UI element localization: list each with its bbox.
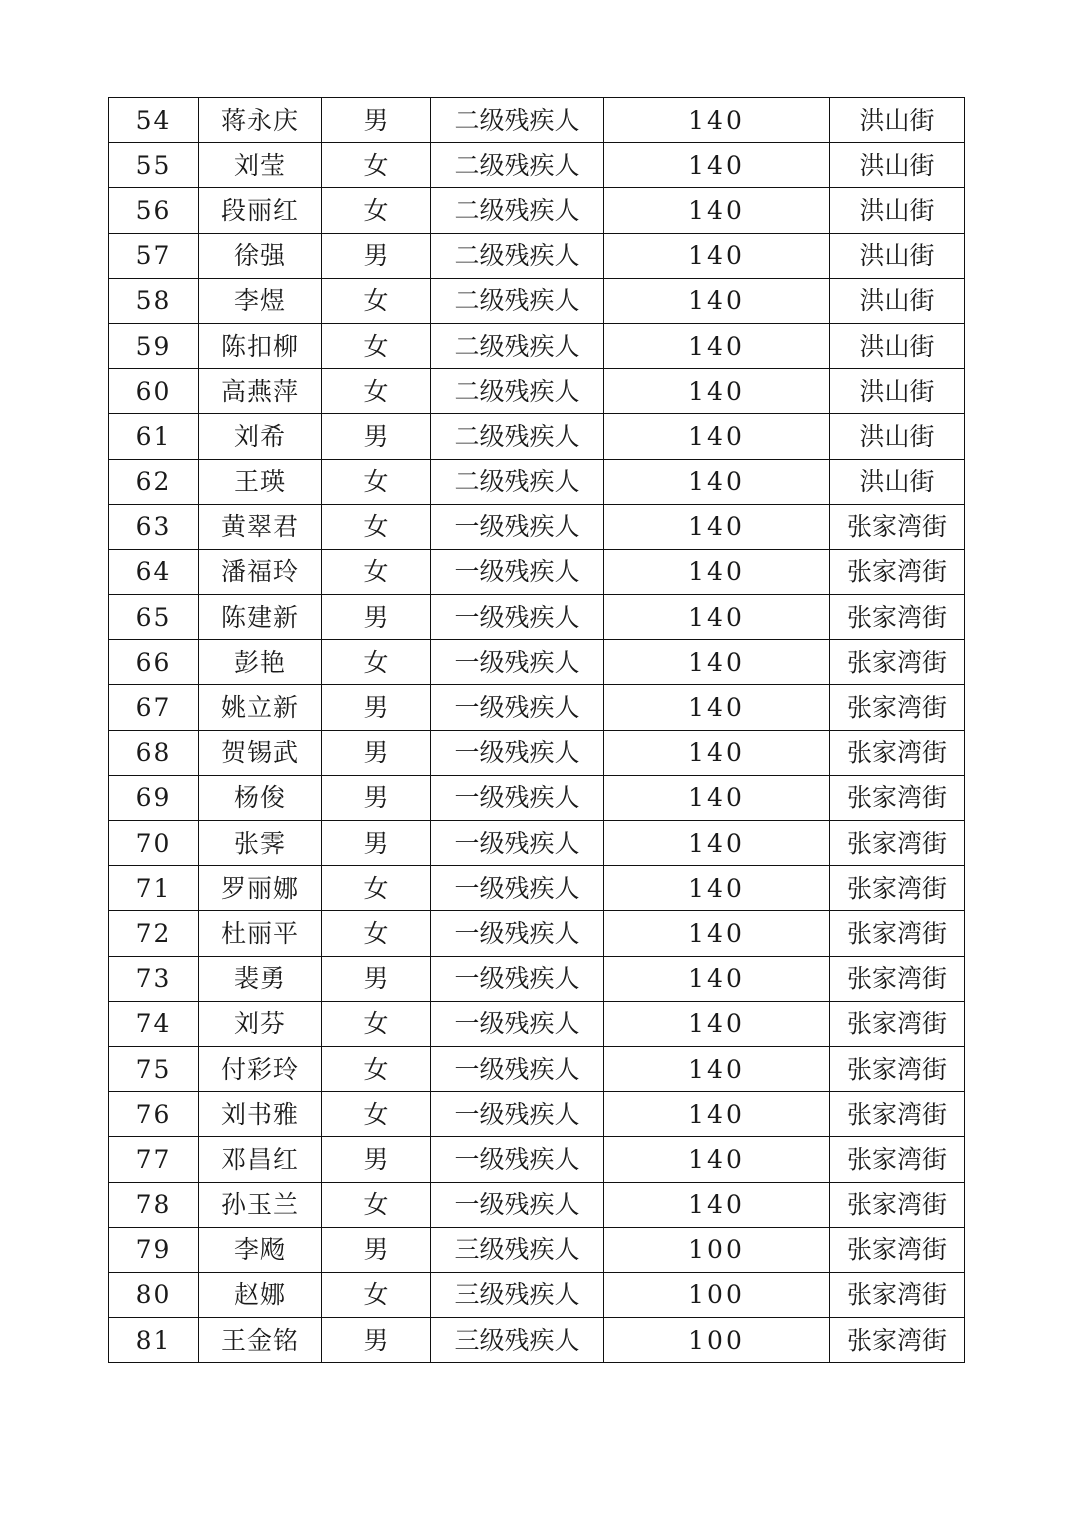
cell-amount: 140 xyxy=(604,369,830,414)
table-row xyxy=(109,369,965,414)
cell-name: 陈扣柳 xyxy=(199,323,322,368)
cell-street: 洪山街 xyxy=(830,278,965,323)
cell-amount: 140 xyxy=(604,414,830,459)
cell-name: 邓昌红 xyxy=(199,1137,322,1182)
cell-number: 78 xyxy=(109,1182,199,1227)
cell-gender: 女 xyxy=(322,640,431,685)
cell-street: 张家湾街 xyxy=(830,1182,965,1227)
table-row xyxy=(109,549,965,594)
cell-number: 62 xyxy=(109,459,199,504)
table-row xyxy=(109,1318,965,1363)
cell-street: 张家湾街 xyxy=(830,956,965,1001)
cell-disability-level: 三级残疾人 xyxy=(431,1227,604,1272)
table-row xyxy=(109,459,965,504)
cell-number: 56 xyxy=(109,188,199,233)
cell-number: 59 xyxy=(109,323,199,368)
cell-disability-level: 一级残疾人 xyxy=(431,1001,604,1046)
cell-disability-level: 一级残疾人 xyxy=(431,821,604,866)
cell-disability-level: 一级残疾人 xyxy=(431,595,604,640)
cell-number: 64 xyxy=(109,549,199,594)
cell-street: 张家湾街 xyxy=(830,595,965,640)
cell-gender: 女 xyxy=(322,504,431,549)
cell-street: 张家湾街 xyxy=(830,775,965,820)
cell-disability-level: 二级残疾人 xyxy=(431,143,604,188)
cell-disability-level: 二级残疾人 xyxy=(431,369,604,414)
cell-gender: 男 xyxy=(322,595,431,640)
cell-disability-level: 一级残疾人 xyxy=(431,640,604,685)
cell-name: 裴勇 xyxy=(199,956,322,1001)
cell-disability-level: 一级残疾人 xyxy=(431,1046,604,1091)
cell-amount: 140 xyxy=(604,595,830,640)
cell-gender: 女 xyxy=(322,549,431,594)
cell-amount: 140 xyxy=(604,143,830,188)
cell-number: 69 xyxy=(109,775,199,820)
cell-number: 61 xyxy=(109,414,199,459)
cell-disability-level: 二级残疾人 xyxy=(431,278,604,323)
cell-gender: 女 xyxy=(322,369,431,414)
table-row xyxy=(109,414,965,459)
table-row xyxy=(109,956,965,1001)
cell-name: 徐强 xyxy=(199,233,322,278)
cell-amount: 140 xyxy=(604,1137,830,1182)
cell-gender: 女 xyxy=(322,143,431,188)
cell-amount: 140 xyxy=(604,1046,830,1091)
cell-gender: 女 xyxy=(322,459,431,504)
cell-street: 洪山街 xyxy=(830,459,965,504)
cell-amount: 140 xyxy=(604,323,830,368)
cell-amount: 140 xyxy=(604,549,830,594)
cell-gender: 男 xyxy=(322,1318,431,1363)
cell-gender: 女 xyxy=(322,323,431,368)
cell-number: 68 xyxy=(109,730,199,775)
table-row xyxy=(109,775,965,820)
cell-amount: 140 xyxy=(604,1182,830,1227)
cell-gender: 女 xyxy=(322,1001,431,1046)
cell-name: 刘书雅 xyxy=(199,1092,322,1137)
roster-table xyxy=(108,97,965,1363)
table-row xyxy=(109,1092,965,1137)
cell-amount: 100 xyxy=(604,1227,830,1272)
cell-disability-level: 一级残疾人 xyxy=(431,1182,604,1227)
cell-amount: 140 xyxy=(604,866,830,911)
cell-disability-level: 三级残疾人 xyxy=(431,1272,604,1317)
cell-amount: 140 xyxy=(604,640,830,685)
cell-disability-level: 一级残疾人 xyxy=(431,549,604,594)
cell-amount: 140 xyxy=(604,730,830,775)
cell-street: 张家湾街 xyxy=(830,1092,965,1137)
cell-street: 张家湾街 xyxy=(830,911,965,956)
cell-gender: 女 xyxy=(322,1182,431,1227)
table-row xyxy=(109,1272,965,1317)
cell-street: 洪山街 xyxy=(830,143,965,188)
cell-number: 57 xyxy=(109,233,199,278)
roster-body xyxy=(109,98,965,1363)
cell-gender: 男 xyxy=(322,98,431,143)
cell-number: 60 xyxy=(109,369,199,414)
table-row xyxy=(109,595,965,640)
cell-street: 张家湾街 xyxy=(830,866,965,911)
cell-street: 张家湾街 xyxy=(830,821,965,866)
cell-disability-level: 一级残疾人 xyxy=(431,685,604,730)
cell-number: 54 xyxy=(109,98,199,143)
cell-amount: 140 xyxy=(604,1001,830,1046)
table-row xyxy=(109,821,965,866)
cell-amount: 140 xyxy=(604,956,830,1001)
cell-number: 80 xyxy=(109,1272,199,1317)
cell-name: 张霁 xyxy=(199,821,322,866)
cell-amount: 140 xyxy=(604,1092,830,1137)
cell-gender: 男 xyxy=(322,685,431,730)
cell-gender: 女 xyxy=(322,1092,431,1137)
cell-name: 黄翠君 xyxy=(199,504,322,549)
cell-number: 77 xyxy=(109,1137,199,1182)
cell-street: 张家湾街 xyxy=(830,1137,965,1182)
cell-number: 71 xyxy=(109,866,199,911)
cell-amount: 140 xyxy=(604,821,830,866)
cell-name: 王金铭 xyxy=(199,1318,322,1363)
table-row xyxy=(109,640,965,685)
cell-name: 孙玉兰 xyxy=(199,1182,322,1227)
table-row xyxy=(109,730,965,775)
cell-name: 杜丽平 xyxy=(199,911,322,956)
cell-name: 王瑛 xyxy=(199,459,322,504)
cell-name: 刘希 xyxy=(199,414,322,459)
cell-name: 段丽红 xyxy=(199,188,322,233)
cell-amount: 140 xyxy=(604,775,830,820)
cell-disability-level: 二级残疾人 xyxy=(431,188,604,233)
cell-disability-level: 一级残疾人 xyxy=(431,956,604,1001)
cell-name: 付彩玲 xyxy=(199,1046,322,1091)
cell-number: 76 xyxy=(109,1092,199,1137)
cell-gender: 女 xyxy=(322,911,431,956)
table-row xyxy=(109,866,965,911)
cell-amount: 140 xyxy=(604,504,830,549)
cell-gender: 女 xyxy=(322,188,431,233)
cell-name: 姚立新 xyxy=(199,685,322,730)
cell-gender: 男 xyxy=(322,730,431,775)
cell-name: 罗丽娜 xyxy=(199,866,322,911)
cell-number: 81 xyxy=(109,1318,199,1363)
cell-gender: 男 xyxy=(322,775,431,820)
table-row xyxy=(109,1227,965,1272)
table-row xyxy=(109,323,965,368)
cell-street: 张家湾街 xyxy=(830,504,965,549)
cell-disability-level: 二级残疾人 xyxy=(431,233,604,278)
cell-amount: 140 xyxy=(604,685,830,730)
cell-street: 洪山街 xyxy=(830,414,965,459)
cell-amount: 140 xyxy=(604,98,830,143)
cell-number: 63 xyxy=(109,504,199,549)
cell-disability-level: 一级残疾人 xyxy=(431,1092,604,1137)
cell-amount: 140 xyxy=(604,459,830,504)
cell-name: 杨俊 xyxy=(199,775,322,820)
cell-street: 张家湾街 xyxy=(830,1001,965,1046)
cell-street: 张家湾街 xyxy=(830,640,965,685)
cell-street: 洪山街 xyxy=(830,188,965,233)
table-row xyxy=(109,1001,965,1046)
cell-gender: 男 xyxy=(322,233,431,278)
cell-disability-level: 二级残疾人 xyxy=(431,459,604,504)
cell-number: 66 xyxy=(109,640,199,685)
cell-street: 张家湾街 xyxy=(830,730,965,775)
cell-gender: 男 xyxy=(322,414,431,459)
table-row xyxy=(109,188,965,233)
cell-gender: 女 xyxy=(322,1046,431,1091)
cell-amount: 140 xyxy=(604,188,830,233)
cell-disability-level: 一级残疾人 xyxy=(431,866,604,911)
cell-number: 79 xyxy=(109,1227,199,1272)
cell-name: 刘莹 xyxy=(199,143,322,188)
cell-street: 张家湾街 xyxy=(830,1046,965,1091)
cell-number: 55 xyxy=(109,143,199,188)
cell-amount: 100 xyxy=(604,1318,830,1363)
cell-gender: 男 xyxy=(322,956,431,1001)
table-row xyxy=(109,233,965,278)
cell-disability-level: 三级残疾人 xyxy=(431,1318,604,1363)
cell-name: 李煜 xyxy=(199,278,322,323)
cell-street: 洪山街 xyxy=(830,233,965,278)
cell-number: 74 xyxy=(109,1001,199,1046)
cell-name: 贺锡武 xyxy=(199,730,322,775)
cell-street: 洪山街 xyxy=(830,98,965,143)
cell-disability-level: 二级残疾人 xyxy=(431,323,604,368)
cell-street: 张家湾街 xyxy=(830,1227,965,1272)
cell-name: 彭艳 xyxy=(199,640,322,685)
cell-name: 陈建新 xyxy=(199,595,322,640)
cell-disability-level: 一级残疾人 xyxy=(431,504,604,549)
cell-gender: 男 xyxy=(322,1137,431,1182)
table-row xyxy=(109,685,965,730)
table-row xyxy=(109,1137,965,1182)
cell-gender: 女 xyxy=(322,866,431,911)
cell-amount: 140 xyxy=(604,233,830,278)
table-row xyxy=(109,98,965,143)
cell-number: 75 xyxy=(109,1046,199,1091)
cell-name: 刘芬 xyxy=(199,1001,322,1046)
cell-number: 73 xyxy=(109,956,199,1001)
table-row xyxy=(109,911,965,956)
cell-disability-level: 一级残疾人 xyxy=(431,911,604,956)
cell-amount: 140 xyxy=(604,278,830,323)
cell-street: 张家湾街 xyxy=(830,549,965,594)
cell-disability-level: 二级残疾人 xyxy=(431,98,604,143)
cell-disability-level: 一级残疾人 xyxy=(431,1137,604,1182)
cell-name: 李飏 xyxy=(199,1227,322,1272)
cell-gender: 女 xyxy=(322,1272,431,1317)
cell-name: 高燕萍 xyxy=(199,369,322,414)
table-row xyxy=(109,1046,965,1091)
cell-number: 58 xyxy=(109,278,199,323)
cell-disability-level: 一级残疾人 xyxy=(431,775,604,820)
cell-street: 洪山街 xyxy=(830,369,965,414)
table-row xyxy=(109,1182,965,1227)
cell-name: 潘福玲 xyxy=(199,549,322,594)
cell-number: 70 xyxy=(109,821,199,866)
cell-amount: 140 xyxy=(604,911,830,956)
cell-gender: 男 xyxy=(322,821,431,866)
cell-gender: 女 xyxy=(322,278,431,323)
cell-name: 蒋永庆 xyxy=(199,98,322,143)
cell-number: 65 xyxy=(109,595,199,640)
cell-number: 72 xyxy=(109,911,199,956)
cell-street: 洪山街 xyxy=(830,323,965,368)
table-row xyxy=(109,278,965,323)
table-row xyxy=(109,143,965,188)
cell-number: 67 xyxy=(109,685,199,730)
cell-gender: 男 xyxy=(322,1227,431,1272)
cell-disability-level: 一级残疾人 xyxy=(431,730,604,775)
cell-amount: 100 xyxy=(604,1272,830,1317)
cell-street: 张家湾街 xyxy=(830,1318,965,1363)
cell-name: 赵娜 xyxy=(199,1272,322,1317)
cell-street: 张家湾街 xyxy=(830,685,965,730)
cell-disability-level: 二级残疾人 xyxy=(431,414,604,459)
cell-street: 张家湾街 xyxy=(830,1272,965,1317)
table-row xyxy=(109,504,965,549)
